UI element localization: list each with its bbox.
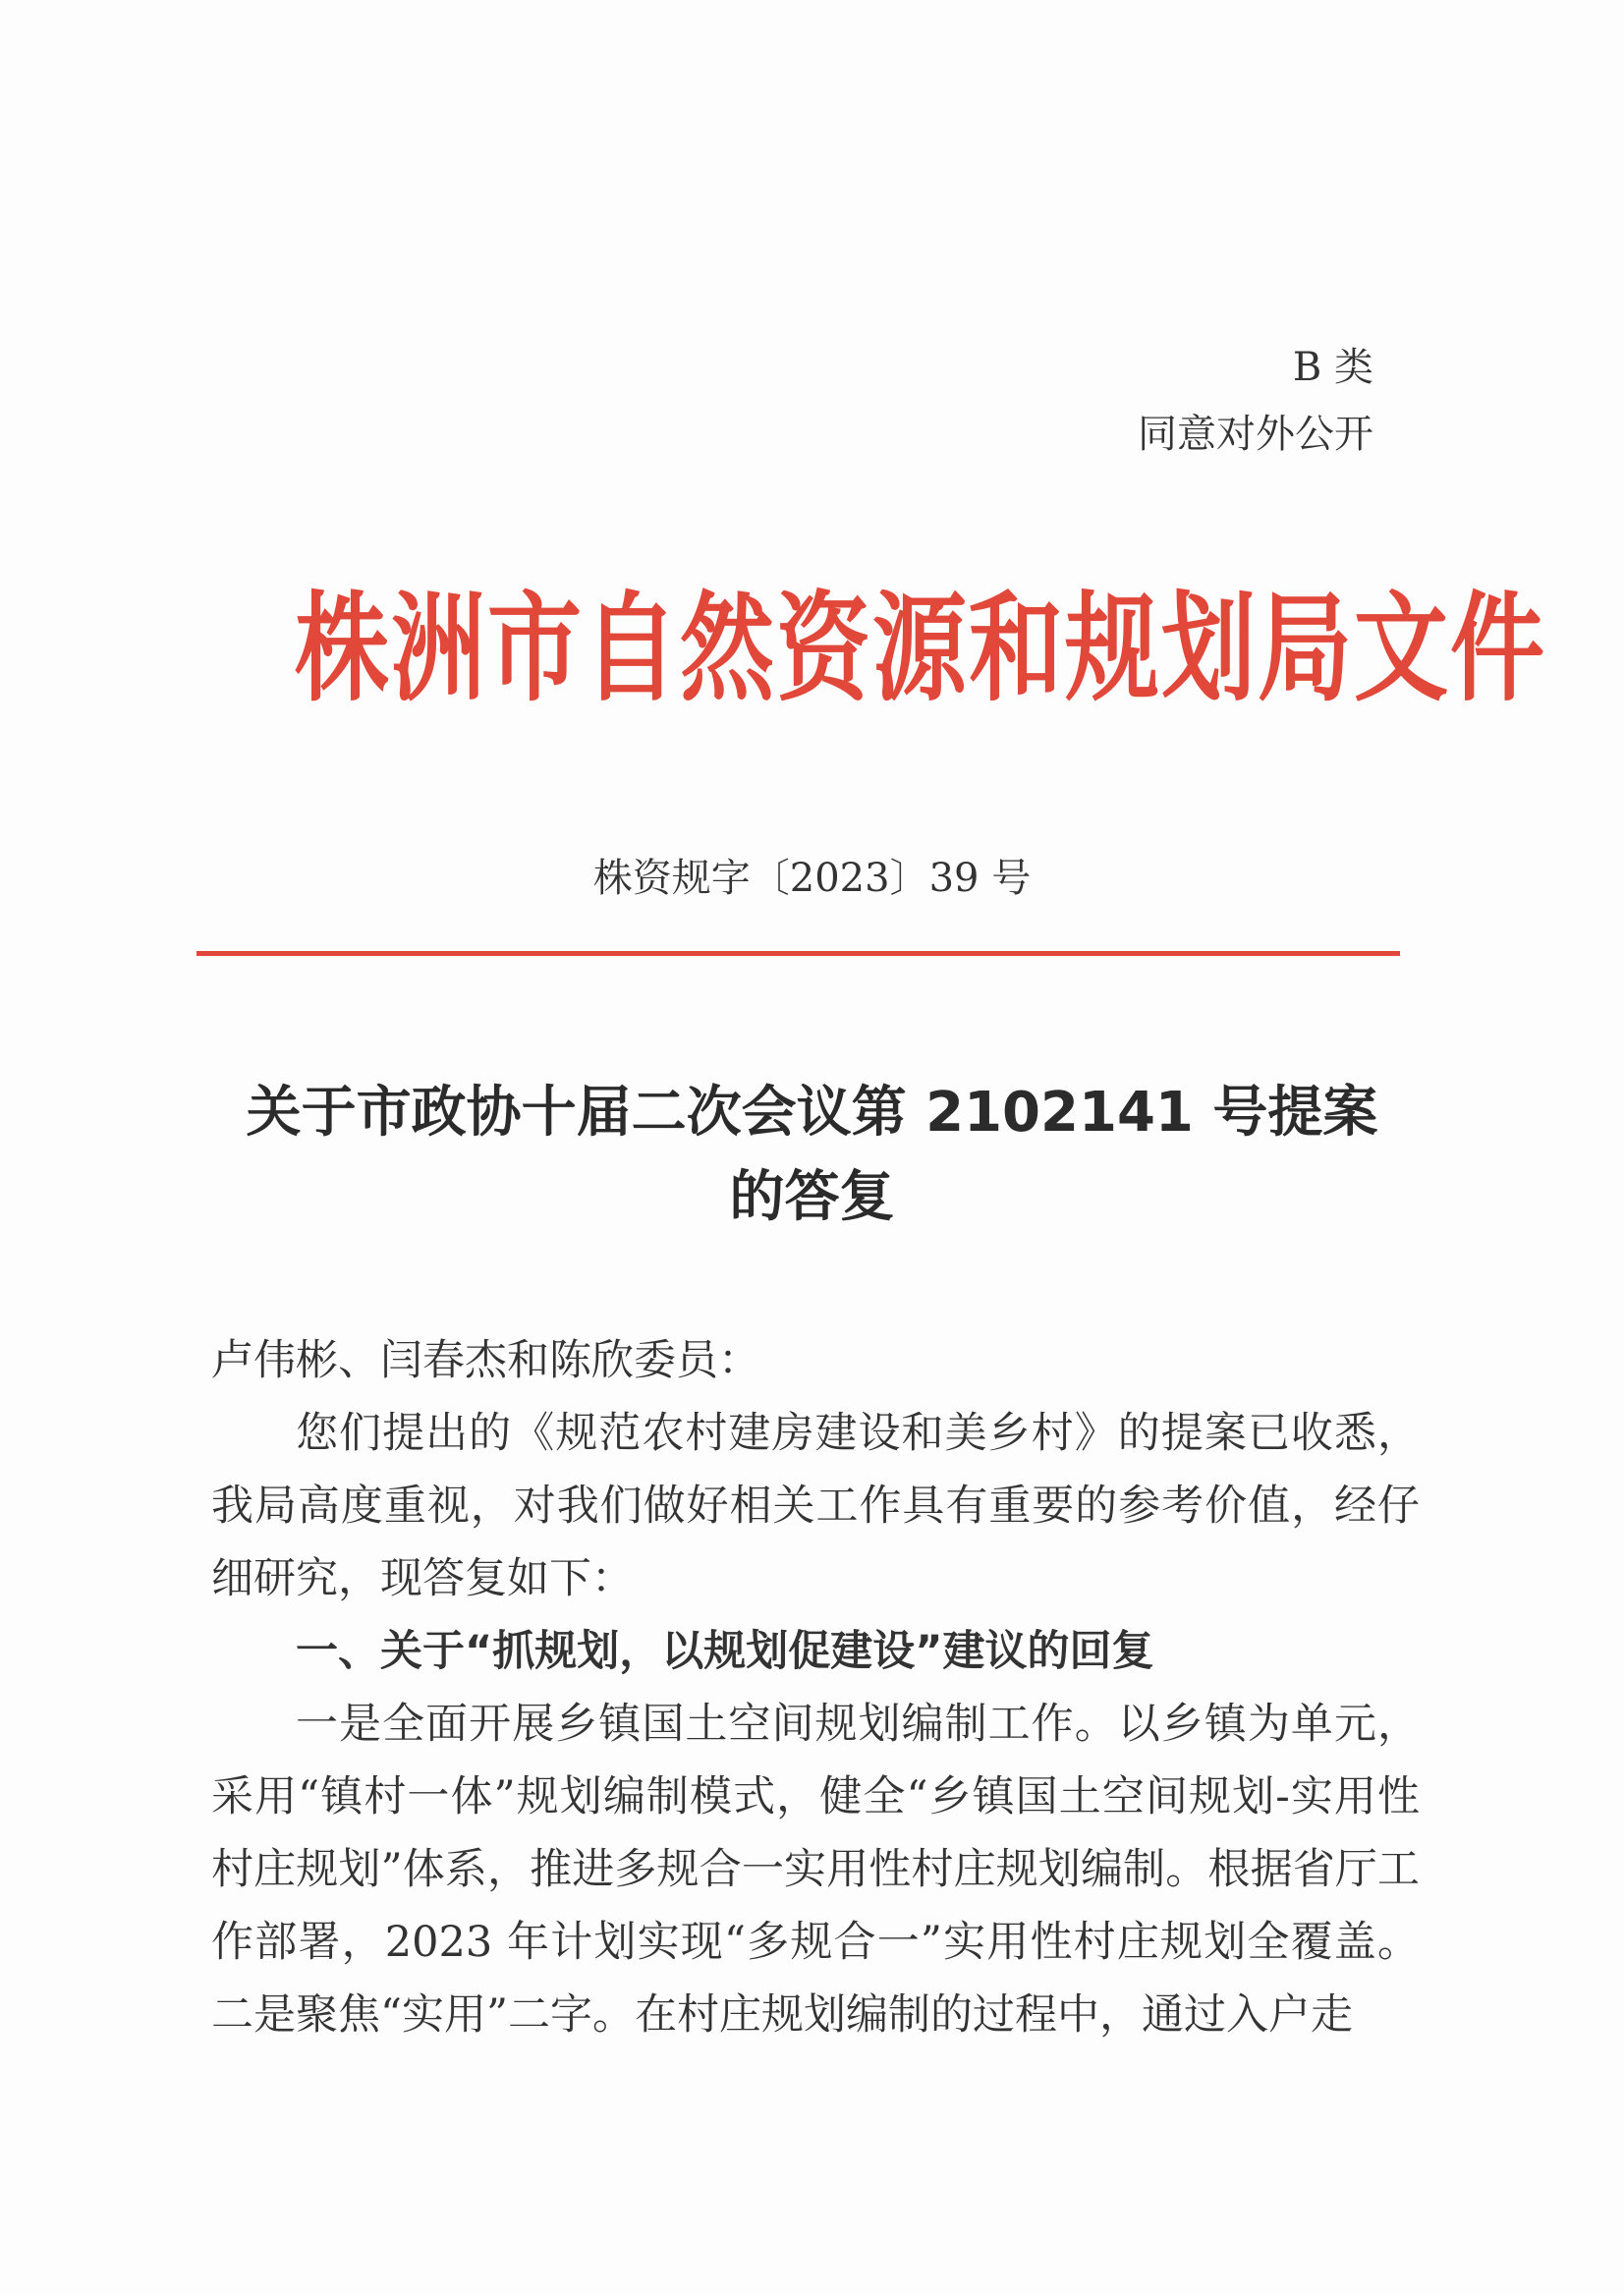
title-line-2: 的答复 <box>729 1165 895 1229</box>
document-body <box>211 1324 1420 2051</box>
section-paragraph-1: 一是全面开展乡镇国土空间规划编制工作。以乡镇为单元，采用“镇村一体”规划编制模式，健全“乡镇国土空间规划-实用性村庄规划”体系，推进多规合一实用性村庄规划编制。根据省厅工作部署，2023 年计划实现“多规合一”实用性村庄规划全覆盖。二是聚焦“实用”二字。在村庄规划编制的过程中，通过入户走 <box>211 1700 1420 2040</box>
document-title <box>196 1071 1428 1240</box>
category-label: B 类 <box>1292 345 1373 390</box>
salutation: 卢伟彬、闫春杰和陈欣委员： <box>211 1336 760 1385</box>
issuer-masthead: 株洲市自然资源和规划局文件 <box>295 580 1546 717</box>
intro-paragraph: 您们提出的《规范农村建房建设和美乡村》的提案已收悉，我局高度重视，对我们做好相关工作具有重要的参考价值，经仔细研究，现答复如下： <box>211 1409 1420 1603</box>
classification-block <box>1138 334 1373 468</box>
section-heading-1: 一、关于“抓规划，以规划促建设”建议的回复 <box>296 1627 1154 1676</box>
document-number: 株资规字〔2023〕39 号 <box>592 856 1032 901</box>
disclosure-label: 同意对外公开 <box>1138 412 1373 457</box>
red-divider-line <box>196 951 1400 956</box>
title-line-1: 关于市政协十届二次会议第 2102141 号提案 <box>246 1081 1378 1145</box>
